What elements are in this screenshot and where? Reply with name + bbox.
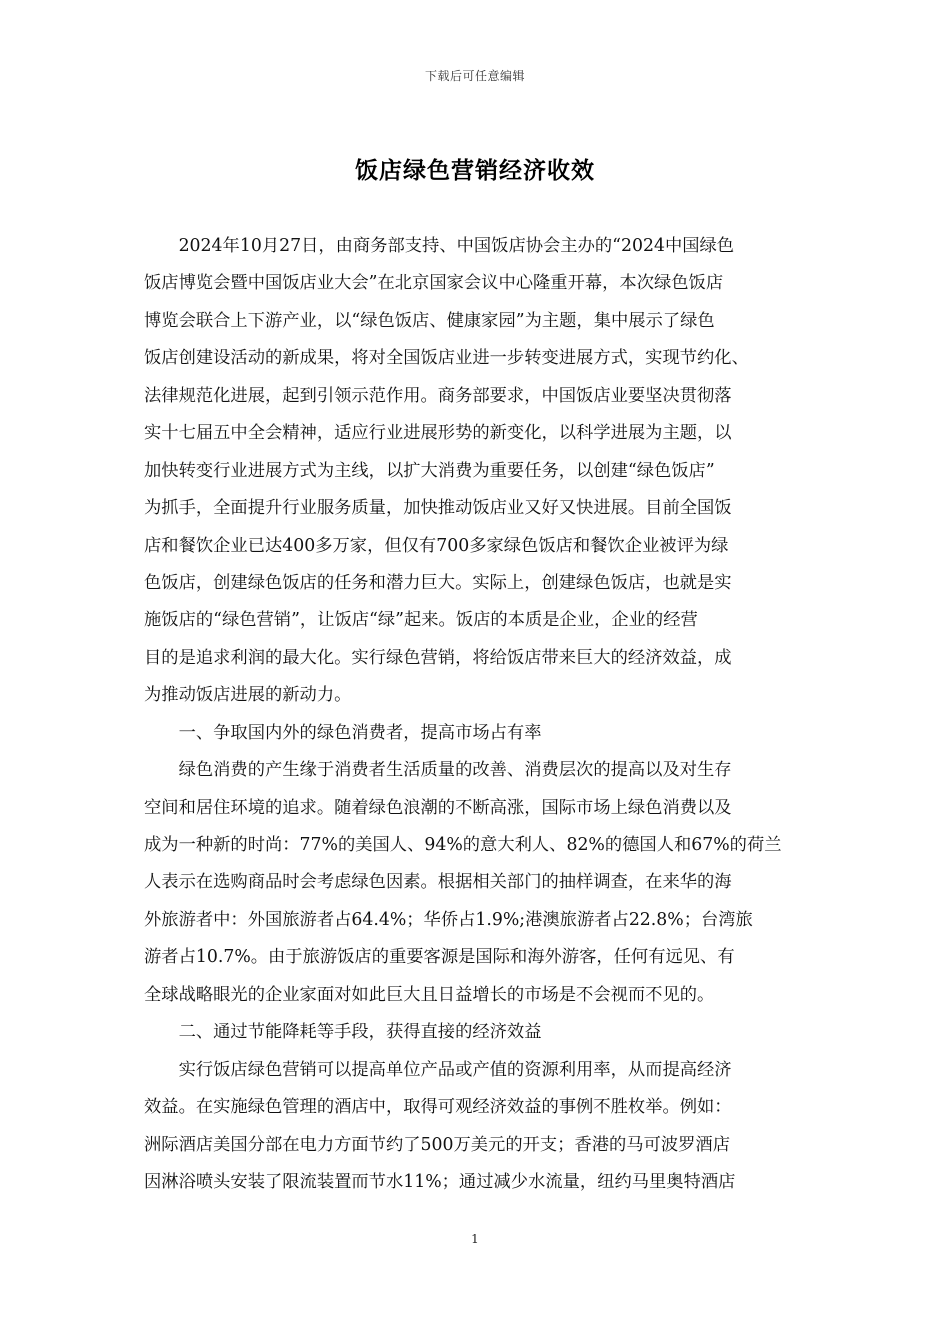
text-line: 施饭店的“绿色营销”，让饭店“绿”起来。饭店的本质是企业，企业的经营 (144, 610, 698, 631)
text-line: 2024年10月27日，由商务部支持、中国饭店协会主办的“2024中国绿色 (144, 236, 735, 256)
text-line: 法律规范化进展，起到引领示范作用。商务部要求，中国饭店业要坚决贯彻落 (144, 385, 732, 406)
text-line: 色饭店，创建绿色饭店的任务和潜力巨大。实际上，创建绿色饭店，也就是实 (144, 572, 732, 593)
text-line: 成为一种新的时尚：77%的美国人、94%的意大利人、82%的德国人和67%的荷兰 (144, 835, 782, 855)
text-line: 实十七届五中全会精神，适应行业进展形势的新变化，以科学进展为主题，以 (144, 423, 732, 444)
text-line: 效益。在实施绿色管理的酒店中，取得可观经济效益的事例不胜枚举。例如： (144, 1097, 732, 1118)
text-line: 为推动饭店进展的新动力。 (144, 685, 352, 706)
text-line: 实行饭店绿色营销可以提高单位产品或产值的资源利用率，从而提高经济 (144, 1059, 732, 1080)
text-line: 店和餐饮企业已达400多万家，但仅有700多家绿色饭店和餐饮企业被评为绿 (144, 535, 729, 556)
text-line: 加快转变行业进展方式为主线，以扩大消费为重要任务，以创建“绿色饭店” (144, 460, 715, 481)
text-line: 饭店创建设活动的新成果，将对全国饭店业进一步转变进展方式，实现节约化、 (144, 348, 749, 369)
text-line: 博览会联合上下游产业，以“绿色饭店、健康家园”为主题，集中展示了绿色 (144, 310, 715, 331)
text-line: 空间和居住环境的追求。随着绿色浪潮的不断高涨，国际市场上绿色消费以及 (144, 797, 732, 818)
text-line: 全球战略眼光的企业家面对如此巨大且日益增长的市场是不会视而不见的。 (144, 984, 715, 1005)
section-heading: 一、争取国内外的绿色消费者，提高市场占有率 (144, 722, 542, 743)
text-line: 游者占10.7%。由于旅游饭店的重要客源是国际和海外游客，任何有远见、有 (144, 947, 735, 968)
section-heading: 二、通过节能降耗等手段，获得直接的经济效益 (144, 1022, 542, 1043)
text-line: 洲际酒店美国分部在电力方面节约了500万美元的开支；香港的马可波罗酒店 (144, 1134, 730, 1155)
text-line: 饭店博览会暨中国饭店业大会”在北京国家会议中心隆重开幕，本次绿色饭店 (144, 273, 724, 294)
text-line: 绿色消费的产生缘于消费者生活质量的改善、消费层次的提高以及对生存 (144, 760, 732, 781)
document-title: 饭店绿色营销经济收效 (355, 158, 595, 184)
header-note: 下载后可任意编辑 (424, 69, 525, 83)
text-line: 为抓手，全面提升行业服务质量，加快推动饭店业又好又快进展。目前全国饭 (144, 498, 732, 519)
text-line: 因淋浴喷头安装了限流装置而节水11%；通过减少水流量，纽约马里奥特酒店 (144, 1171, 736, 1192)
body-text (144, 228, 810, 1201)
text-line: 目的是追求利润的最大化。实行绿色营销，将给饭店带来巨大的经济效益，成 (144, 647, 732, 668)
text-line: 外旅游者中：外国旅游者占64.4%；华侨占1.9%;港澳旅游者占22.8%；台湾旅 (144, 909, 753, 930)
text-line: 人表示在选购商品时会考虑绿色因素。根据相关部门的抽样调查，在来华的海 (144, 872, 732, 893)
page-number: 1 (471, 1232, 479, 1246)
